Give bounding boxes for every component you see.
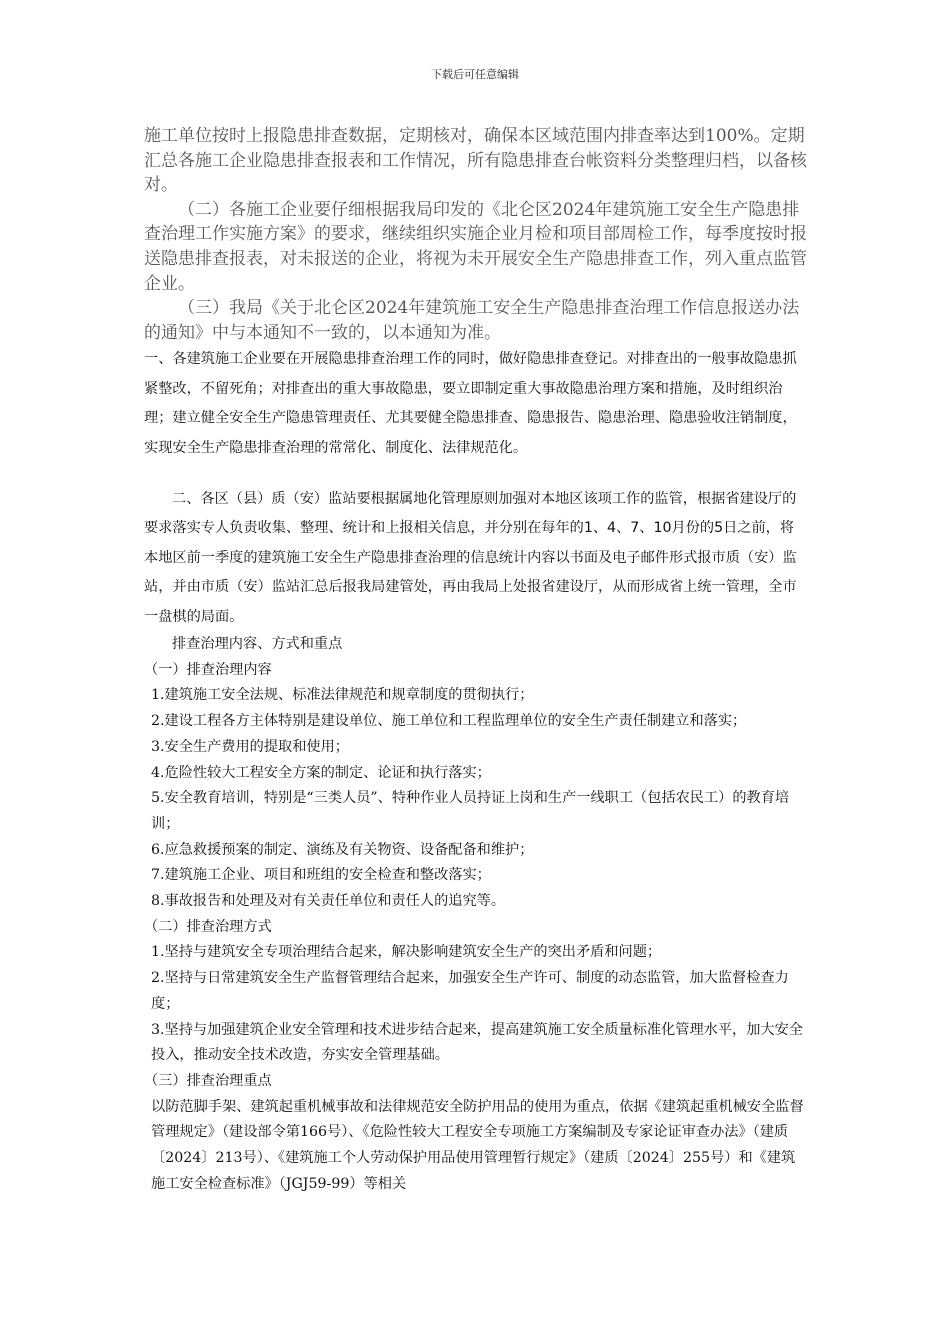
list-item: 6.应急救援预案的制定、演练及有关物资、设备配备和维护； bbox=[151, 841, 534, 858]
list-item: 5.安全教育培训，特别是“三类人员”、特种作业人员持证上岗和生产一线职工（包括农民工）的教育培训； bbox=[151, 790, 790, 832]
list-item: 1.建筑施工安全法规、标准法律规范和规章制度的贯彻执行； bbox=[151, 687, 534, 704]
subsection-title: （二）排查治理方式 bbox=[144, 918, 272, 935]
paragraph: 施工单位按时上报隐患排查数据，定期核对，确保本区域范围内排查率达到100%。定期汇总各施工企业隐患排查报表和工作情况，所有隐患排查台帐资料分类整理归档，以备核对。 bbox=[144, 126, 807, 196]
list-item: 1.坚持与建筑安全专项治理结合起来，解决影响建筑安全生产的突出矛盾和问题； bbox=[151, 944, 662, 961]
paragraph: （三）我局《关于北仑区2024年建筑施工安全生产隐患排查治理工作信息报送办法的通知》中与本通知不一致的，以本通知为准。 bbox=[144, 298, 800, 343]
blank-line bbox=[144, 463, 808, 485]
list-item: 2.建设工程各方主体特别是建设单位、施工单位和工程监理单位的安全生产责任制建立和落实； bbox=[151, 713, 747, 730]
document-body bbox=[144, 124, 808, 1197]
section-3 bbox=[144, 632, 808, 1197]
subsection-title: （三）排查治理重点 bbox=[144, 1072, 272, 1089]
paragraph: （二）各施工企业要仔细根据我局印发的《北仑区2024年建筑施工安全生产隐患排查治理工作实施方案》的要求，继续组织实施企业月检和项目部周检工作，每季度按时报送隐患排查报表，对未报送的企业，将视为未开展安全生产隐患排查工作，列入重点监管企业。 bbox=[144, 199, 807, 294]
paragraph: 一、各建筑施工企业要在开展隐患排查治理工作的同时，做好隐患排查登记。对排查出的一般事故隐患抓紧整改，不留死角；对排查出的重大事故隐患，要立即制定重大事故隐患治理方案和措施，及时组织治理；建立健全安全生产隐患管理责任、尤其要健全隐患排查、隐患报告、隐患治理、隐患验收注销制度，实现安全生产隐患排查治理的常常化、制度化、法律规范化。 bbox=[144, 351, 797, 456]
section-heading: 排查治理内容、方式和重点 bbox=[172, 636, 343, 652]
list-item: 7.建筑施工企业、项目和班组的安全检查和整改落实； bbox=[151, 867, 491, 884]
list-item: 8.事故报告和处理及对有关责任单位和责任人的追究等。 bbox=[151, 893, 506, 910]
page-header: 下载后可任意编辑 bbox=[431, 68, 519, 81]
section-1 bbox=[144, 124, 808, 345]
list-item: 3.坚持与加强建筑企业安全管理和技术进步结合起来，提高建筑施工安全质量标准化管理水平，加大安全投入，推动安全技术改造，夯实安全管理基础。 bbox=[151, 1021, 803, 1064]
paragraph: 二、各区（县）质（安）监站要根据属地化管理原则加强对本地区该项工作的监管，根据省建设厅的要求落实专人负责收集、整理、统计和上报相关信息，并分别在每年的1、4、7、10月份的5日之前，将本地区前一季度的建筑施工安全生产隐患排查治理的信息统计内容以书面及电子邮件形式报市质（安）监站，并由市质（安）监站汇总后报我局建管处，再由我局上处报省建设厅，从而形成省上统一管理，全市一盘棋的局面。 bbox=[144, 490, 797, 625]
section-2 bbox=[144, 345, 808, 632]
paragraph: 以防范脚手架、建筑起重机械事故和法律规范安全防护用品的使用为重点，依据《建筑起重机械安全监督管理规定》（建设部令第166号）、《危险性较大工程安全专项施工方案编制及专家论证审查办法》（建质〔2024〕213号）、《建筑施工个人劳动保护用品使用管理暂行规定》（建质〔2024〕255号）和《建筑施工安全检查标准》（JGJ59-99）等相关 bbox=[151, 1098, 804, 1192]
list-item: 2.坚持与日常建筑安全生产监督管理结合起来，加强安全生产许可、制度的动态监管，加大监督检查力度； bbox=[151, 970, 789, 1012]
list-item: 3.安全生产费用的提取和使用； bbox=[151, 738, 349, 755]
subsection-title: （一）排查治理内容 bbox=[144, 661, 272, 678]
list-item: 4.危险性较大工程安全方案的制定、论证和执行落实； bbox=[151, 764, 491, 781]
